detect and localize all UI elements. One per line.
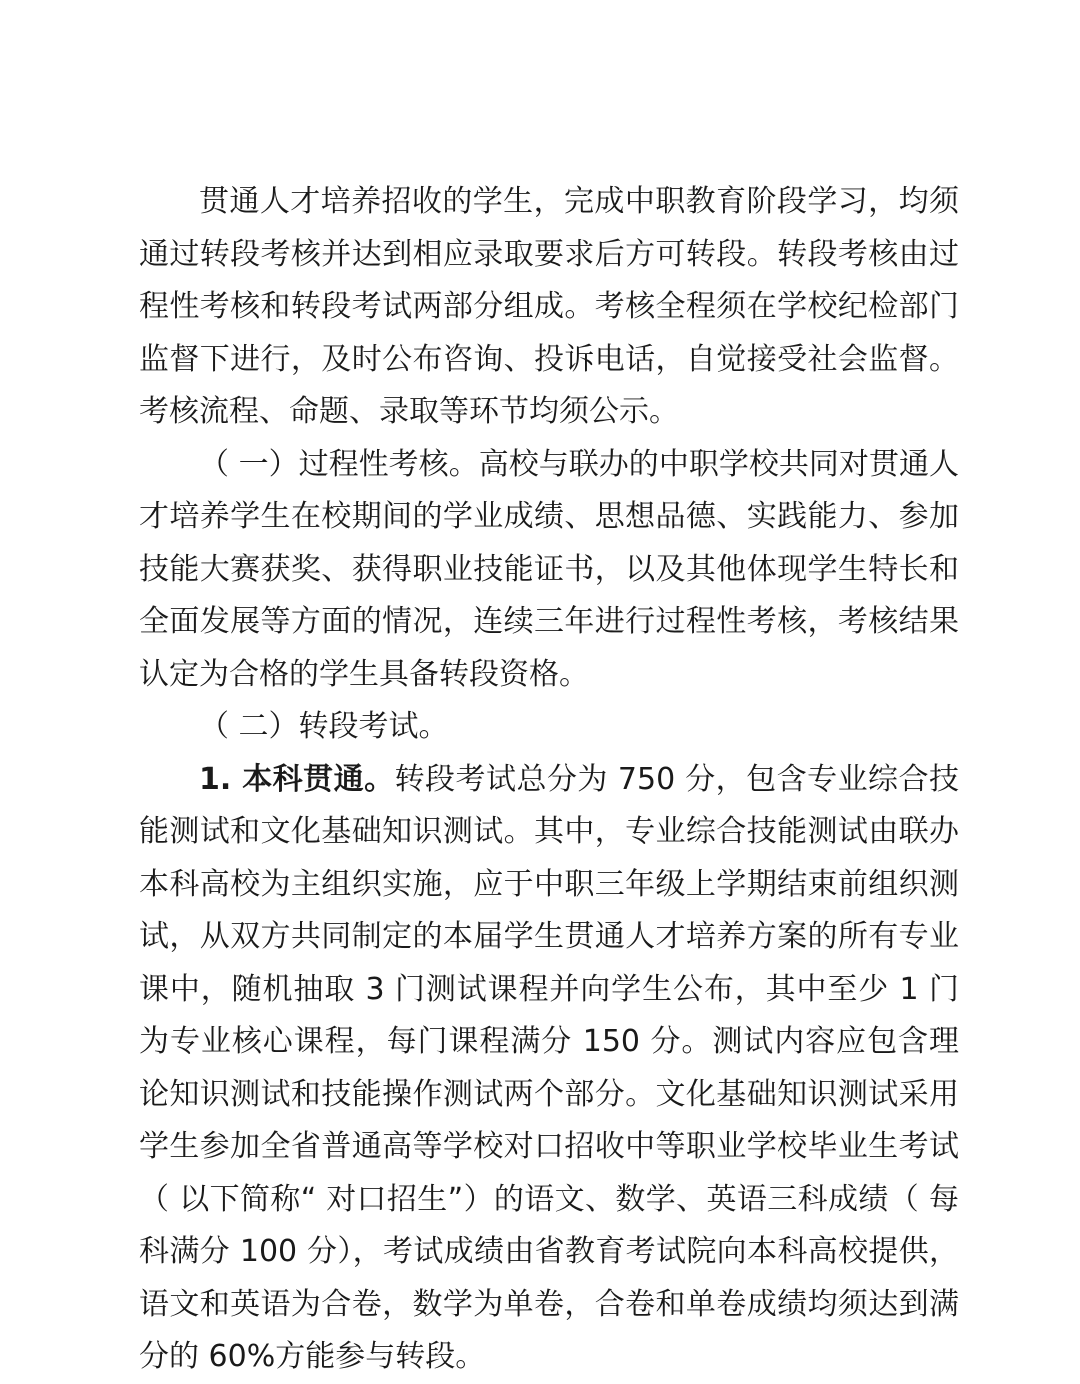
paragraph-undergraduate-track	[139, 754, 959, 1384]
paragraph-intro: 贯通人才培养招收的学生，完成中职教育阶段学习，均须通过转段考核并达到相应录取要求后方可转段。转段考核由过程性考核和转段考试两部分组成。考核全程须在学校纪检部门监督下进行，及时公布咨询、投诉电话，自觉接受社会监督。考核流程、命题、录取等环节均须公示。	[139, 184, 959, 429]
paragraph-process-assessment: （ 一）过程性考核。高校与联办的中职学校共同对贯通人才培养学生在校期间的学业成绩、思想品德、实践能力、参加技能大赛获奖、获得职业技能证书，以及其他体现学生特长和全面发展等方面的情况，连续三年进行过程性考核，考核结果认定为合格的学生具备转段资格。	[139, 446, 959, 692]
document-body	[139, 176, 959, 1384]
paragraph-lead: 1. 本科贯通。	[199, 761, 395, 797]
paragraph-body: 转段考试总分为 750 分，包含专业综合技能测试和文化基础知识测试。其中，专业综合技能测试由联办本科高校为主组织实施，应于中职三年级上学期结束前组织测试，从双方共同制定的本届学生贯通人才培养方案的所有专业课中，随机抽取 3 门测试课程并向学生公布，其中至少 1 门为专业核心课程，每门课程满分 150 分。测试内容应包含理论知识测试和技能操作测试两个部分。文化基础知识测试采用学生参加全省普通高等学校对口招收中等职业学校毕业生考试（ 以下简称“ 对口招生”）的语文、数学、英语三科成绩（ 每科满分 100 分），考试成绩由省教育考试院向本科高校提供，语文和英语为合卷，数学为单卷，合卷和单卷成绩均须达到满分的 60%方能参与转段。	[139, 761, 959, 1374]
paragraph-transfer-exam-heading: （ 二）转段考试。	[199, 709, 449, 744]
